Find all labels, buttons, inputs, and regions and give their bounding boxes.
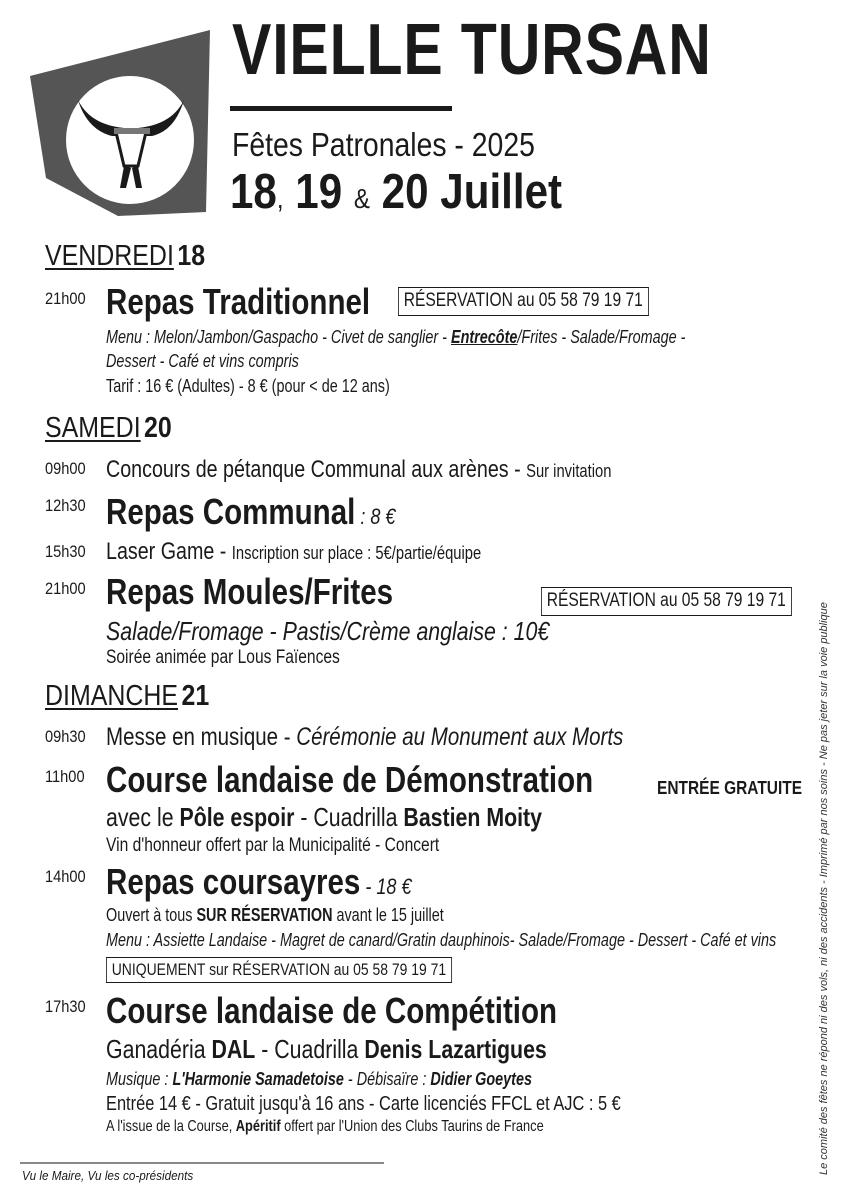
event-menu: Menu : Assiette Landaise - Magret de canard/Gratin dauphinois- Salade/Fromage - Dessert - Café et vins	[106, 930, 777, 950]
event-time: 15h30	[45, 542, 86, 561]
event-time: 21h00	[45, 289, 86, 308]
day-heading-saturday	[45, 414, 172, 443]
text-bold: SUR RÉSERVATION	[196, 905, 333, 925]
event-prices: Entrée 14 € - Gratuit jusqu'à 16 ans - Carte licenciés FFCL et AJC : 5 €	[106, 1093, 621, 1115]
event-note: Sur invitation	[526, 461, 612, 481]
date-1: 18	[230, 165, 277, 219]
text-part: offert par l'Union des Clubs Taurins de France	[280, 1118, 544, 1135]
page-subtitle: Fêtes Patronales - 2025	[232, 126, 535, 163]
event-name: Concours de pétanque	[106, 456, 306, 483]
cuadrilla-name: Bastien Moity	[403, 802, 543, 832]
ganaderia-name: DAL	[211, 1034, 256, 1064]
day-number: 18	[177, 240, 206, 272]
text-part: avec le	[106, 802, 180, 832]
event-line	[106, 458, 611, 482]
text-bold: Apéritif	[235, 1118, 281, 1135]
event-note: Soirée animée par Lous Faïences	[106, 647, 340, 668]
festival-dates	[230, 165, 563, 219]
event-note: Inscription sur place : 5€/partie/équipe	[231, 543, 482, 563]
separator: -	[508, 456, 527, 483]
event-time: 09h30	[45, 727, 86, 746]
event-title: Repas Traditionnel	[106, 281, 371, 322]
reservation-text: RÉSERVATION au 05 58 79 19 71	[541, 587, 792, 616]
event-place: Communal aux arènes	[305, 456, 509, 483]
event-title-text: Repas Communal	[106, 491, 356, 532]
day-number: 21	[181, 680, 210, 712]
event-title	[106, 491, 396, 532]
event-line	[106, 804, 542, 830]
day-number: 20	[144, 412, 172, 444]
event-line	[106, 725, 623, 750]
separator: -	[214, 538, 232, 565]
event-place: Cérémonie au Monument aux Morts	[296, 723, 624, 751]
text-part: - Cuadrilla	[294, 802, 404, 832]
event-title: Course landaise de Démonstration	[106, 759, 594, 800]
team-name: Pôle espoir	[179, 802, 295, 832]
event-music	[106, 1070, 532, 1088]
event-title	[106, 861, 412, 902]
free-entry-badge: ENTRÉE GRATUITE	[657, 778, 803, 798]
announcer-name: Didier Goeytes	[430, 1069, 532, 1089]
event-time: 21h00	[45, 579, 86, 598]
footer-signature: Vu le Maire, Vu les co-présidents	[22, 1168, 194, 1183]
legal-notice: Le comité des fêtes ne répond ni des vols, ni des accidents - Imprimé par nos soins - Ne pas jeter sur la voie publique	[818, 602, 830, 1175]
event-price: - 18 €	[360, 874, 412, 899]
page-title: VIELLE TURSAN	[232, 10, 712, 90]
cuadrilla-name: Denis Lazartigues	[364, 1034, 547, 1064]
date-month: Juillet	[440, 165, 563, 219]
event-note: Vin d'honneur offert par la Municipalité - Concert	[106, 835, 440, 856]
separator: -	[278, 723, 297, 751]
event-time: 17h30	[45, 997, 86, 1016]
event-title: Repas Moules/Frites	[106, 571, 394, 612]
event-name: Messe en musique	[106, 723, 279, 751]
event-time: 11h00	[45, 767, 85, 786]
text-part: - Cuadrilla	[255, 1034, 365, 1064]
event-note	[106, 906, 444, 924]
text-part: Musique :	[106, 1069, 173, 1089]
text-part: A l'issue de la Course,	[106, 1118, 236, 1135]
reservation-box	[398, 287, 649, 316]
text-part: Ouvert à tous	[106, 905, 197, 925]
text-part: avant le 15 juillet	[332, 905, 444, 925]
event-line	[106, 540, 481, 564]
event-tarif: Tarif : 16 € (Adultes) - 8 € (pour < de 12 ans)	[106, 376, 390, 396]
menu-part: /Frites - Salade/Fromage -	[517, 327, 686, 347]
day-heading-sunday	[45, 682, 209, 711]
menu-part: Menu : Melon/Jambon/Gaspacho - Civet de sanglier -	[106, 327, 451, 347]
event-price: : 8 €	[355, 504, 396, 529]
event-time: 14h00	[45, 867, 86, 886]
date-amp: &	[353, 183, 370, 214]
footer-divider	[20, 1162, 384, 1164]
day-name: SAMEDI	[45, 412, 141, 444]
event-line	[106, 1036, 547, 1062]
menu-highlight: Entrecôte	[450, 327, 518, 347]
event-time: 09h00	[45, 459, 86, 478]
text-part: Ganadéria	[106, 1034, 212, 1064]
date-2: 19	[295, 165, 343, 219]
event-menu	[106, 328, 685, 346]
event-note	[106, 1119, 544, 1135]
day-name: DIMANCHE	[45, 680, 179, 712]
reservation-text: UNIQUEMENT sur RÉSERVATION au 05 58 79 19 71	[106, 957, 452, 983]
reservation-box	[106, 957, 452, 983]
title-underline	[230, 106, 452, 111]
text-part: - Débisaïre :	[343, 1069, 431, 1089]
event-menu: Salade/Fromage - Pastis/Crème anglaise : 10€	[106, 616, 550, 646]
reservation-box	[541, 587, 792, 616]
event-title: Course landaise de Compétition	[106, 990, 558, 1031]
reservation-text: RÉSERVATION au 05 58 79 19 71	[398, 287, 649, 316]
event-name: Laser Game	[106, 538, 215, 565]
event-time: 12h30	[45, 496, 86, 515]
day-name: VENDREDI	[45, 240, 174, 272]
logo	[28, 28, 218, 218]
band-name: L'Harmonie Samadetoise	[172, 1069, 344, 1089]
event-title-text: Repas coursayres	[106, 861, 361, 902]
date-sep: ,	[276, 183, 284, 214]
event-menu-2: Dessert - Café et vins compris	[106, 351, 299, 371]
date-3: 20	[381, 165, 429, 219]
day-heading-friday	[45, 242, 205, 271]
